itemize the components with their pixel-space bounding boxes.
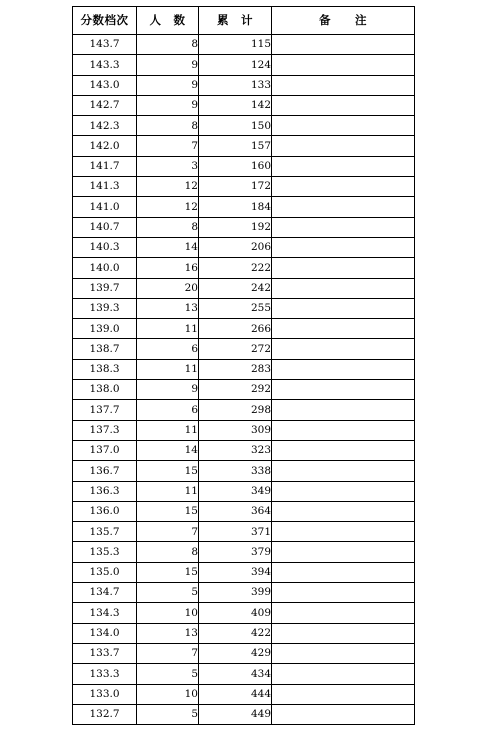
cumulative-cell: 309 [199,420,272,440]
count-cell: 13 [137,298,199,318]
count-cell: 10 [137,603,199,623]
table-row [73,156,415,176]
remark-cell [272,542,415,562]
cumulative-cell: 124 [199,55,272,75]
remark-cell [272,440,415,460]
remark-cell [272,562,415,582]
table-row [73,420,415,440]
cumulative-cell: 222 [199,258,272,278]
cumulative-cell: 349 [199,481,272,501]
remark-cell [272,339,415,359]
table-row [73,339,415,359]
remark-cell [272,501,415,521]
score-cell: 137.0 [73,440,137,460]
count-cell: 14 [137,440,199,460]
count-cell: 8 [137,116,199,136]
table-header [73,7,415,35]
score-cell: 143.7 [73,35,137,55]
table-row [73,197,415,217]
remark-cell [272,319,415,339]
cumulative-cell: 338 [199,461,272,481]
cumulative-cell: 371 [199,522,272,542]
cumulative-cell: 242 [199,278,272,298]
score-cell: 137.7 [73,400,137,420]
cumulative-cell: 160 [199,156,272,176]
remark-cell [272,623,415,643]
remark-cell [272,197,415,217]
cumulative-cell: 255 [199,298,272,318]
remark-cell [272,704,415,724]
remark-cell [272,258,415,278]
count-cell: 11 [137,420,199,440]
table-row [73,380,415,400]
remark-cell [272,684,415,704]
cumulative-cell: 434 [199,664,272,684]
count-cell: 5 [137,664,199,684]
cumulative-cell: 266 [199,319,272,339]
score-cell: 136.0 [73,501,137,521]
table-row [73,217,415,237]
table-row [73,501,415,521]
table-row [73,237,415,257]
count-cell: 14 [137,237,199,257]
table-row [73,461,415,481]
count-cell: 8 [137,35,199,55]
cumulative-cell: 449 [199,704,272,724]
score-cell: 138.7 [73,339,137,359]
score-cell: 140.0 [73,258,137,278]
cumulative-cell: 444 [199,684,272,704]
score-cell: 143.0 [73,75,137,95]
count-cell: 12 [137,197,199,217]
header-score-level: 分数档次 [73,7,137,35]
table-row [73,623,415,643]
count-cell: 9 [137,95,199,115]
score-cell: 141.7 [73,156,137,176]
cumulative-cell: 364 [199,501,272,521]
count-cell: 15 [137,501,199,521]
count-cell: 6 [137,400,199,420]
remark-cell [272,481,415,501]
table-row [73,35,415,55]
remark-cell [272,35,415,55]
table-row [73,95,415,115]
cumulative-cell: 429 [199,643,272,663]
cumulative-cell: 172 [199,177,272,197]
score-cell: 136.7 [73,461,137,481]
table-row [73,400,415,420]
count-cell: 11 [137,319,199,339]
remark-cell [272,583,415,603]
score-cell: 139.7 [73,278,137,298]
score-cell: 141.0 [73,197,137,217]
remark-cell [272,380,415,400]
score-cell: 140.3 [73,237,137,257]
cumulative-cell: 298 [199,400,272,420]
remark-cell [272,95,415,115]
count-cell: 13 [137,623,199,643]
score-cell: 141.3 [73,177,137,197]
score-cell: 133.0 [73,684,137,704]
count-cell: 8 [137,217,199,237]
table-row [73,481,415,501]
cumulative-cell: 379 [199,542,272,562]
cumulative-cell: 133 [199,75,272,95]
remark-cell [272,522,415,542]
score-cell: 139.0 [73,319,137,339]
score-cell: 142.3 [73,116,137,136]
count-cell: 16 [137,258,199,278]
cumulative-cell: 409 [199,603,272,623]
count-cell: 10 [137,684,199,704]
score-cell: 133.3 [73,664,137,684]
table-row [73,583,415,603]
cumulative-cell: 394 [199,562,272,582]
count-cell: 11 [137,481,199,501]
remark-cell [272,217,415,237]
remark-cell [272,664,415,684]
count-cell: 7 [137,643,199,663]
score-cell: 134.3 [73,603,137,623]
remark-cell [272,75,415,95]
table-row [73,75,415,95]
count-cell: 7 [137,136,199,156]
table-row [73,298,415,318]
table-row [73,319,415,339]
table-row [73,177,415,197]
count-cell: 9 [137,75,199,95]
remark-cell [272,278,415,298]
score-cell: 140.7 [73,217,137,237]
table-row [73,136,415,156]
remark-cell [272,643,415,663]
remark-cell [272,177,415,197]
count-cell: 9 [137,380,199,400]
remark-cell [272,359,415,379]
cumulative-cell: 399 [199,583,272,603]
remark-cell [272,136,415,156]
count-cell: 15 [137,562,199,582]
remark-cell [272,420,415,440]
table-body [73,35,415,725]
score-distribution-table [72,6,415,725]
count-cell: 3 [137,156,199,176]
remark-cell [272,55,415,75]
cumulative-cell: 206 [199,237,272,257]
score-cell: 138.0 [73,380,137,400]
score-cell: 134.7 [73,583,137,603]
table-row [73,116,415,136]
cumulative-cell: 142 [199,95,272,115]
header-row [73,7,415,35]
score-cell: 143.3 [73,55,137,75]
remark-cell [272,461,415,481]
score-cell: 135.3 [73,542,137,562]
score-cell: 136.3 [73,481,137,501]
remark-cell [272,400,415,420]
remark-cell [272,298,415,318]
cumulative-cell: 115 [199,35,272,55]
count-cell: 5 [137,704,199,724]
cumulative-cell: 292 [199,380,272,400]
cumulative-cell: 184 [199,197,272,217]
table-row [73,359,415,379]
score-cell: 142.7 [73,95,137,115]
table-row [73,603,415,623]
cumulative-cell: 323 [199,440,272,460]
count-cell: 11 [137,359,199,379]
score-cell: 133.7 [73,643,137,663]
table-row [73,258,415,278]
score-cell: 142.0 [73,136,137,156]
table-row [73,643,415,663]
score-cell: 139.3 [73,298,137,318]
table-row [73,684,415,704]
cumulative-cell: 150 [199,116,272,136]
table-row [73,704,415,724]
cumulative-cell: 272 [199,339,272,359]
table-row [73,278,415,298]
count-cell: 5 [137,583,199,603]
score-cell: 134.0 [73,623,137,643]
remark-cell [272,116,415,136]
score-cell: 135.0 [73,562,137,582]
remark-cell [272,237,415,257]
count-cell: 7 [137,522,199,542]
count-cell: 12 [137,177,199,197]
remark-cell [272,156,415,176]
score-cell: 137.3 [73,420,137,440]
table-row [73,522,415,542]
cumulative-cell: 422 [199,623,272,643]
score-cell: 138.3 [73,359,137,379]
table-row [73,664,415,684]
count-cell: 15 [137,461,199,481]
score-cell: 135.7 [73,522,137,542]
cumulative-cell: 157 [199,136,272,156]
cumulative-cell: 283 [199,359,272,379]
table-row [73,55,415,75]
header-remarks: 备 注 [272,7,415,35]
header-cumulative: 累 计 [199,7,272,35]
header-count: 人 数 [137,7,199,35]
count-cell: 8 [137,542,199,562]
count-cell: 20 [137,278,199,298]
score-cell: 132.7 [73,704,137,724]
remark-cell [272,603,415,623]
table-row [73,562,415,582]
table-row [73,542,415,562]
count-cell: 6 [137,339,199,359]
table-row [73,440,415,460]
cumulative-cell: 192 [199,217,272,237]
count-cell: 9 [137,55,199,75]
